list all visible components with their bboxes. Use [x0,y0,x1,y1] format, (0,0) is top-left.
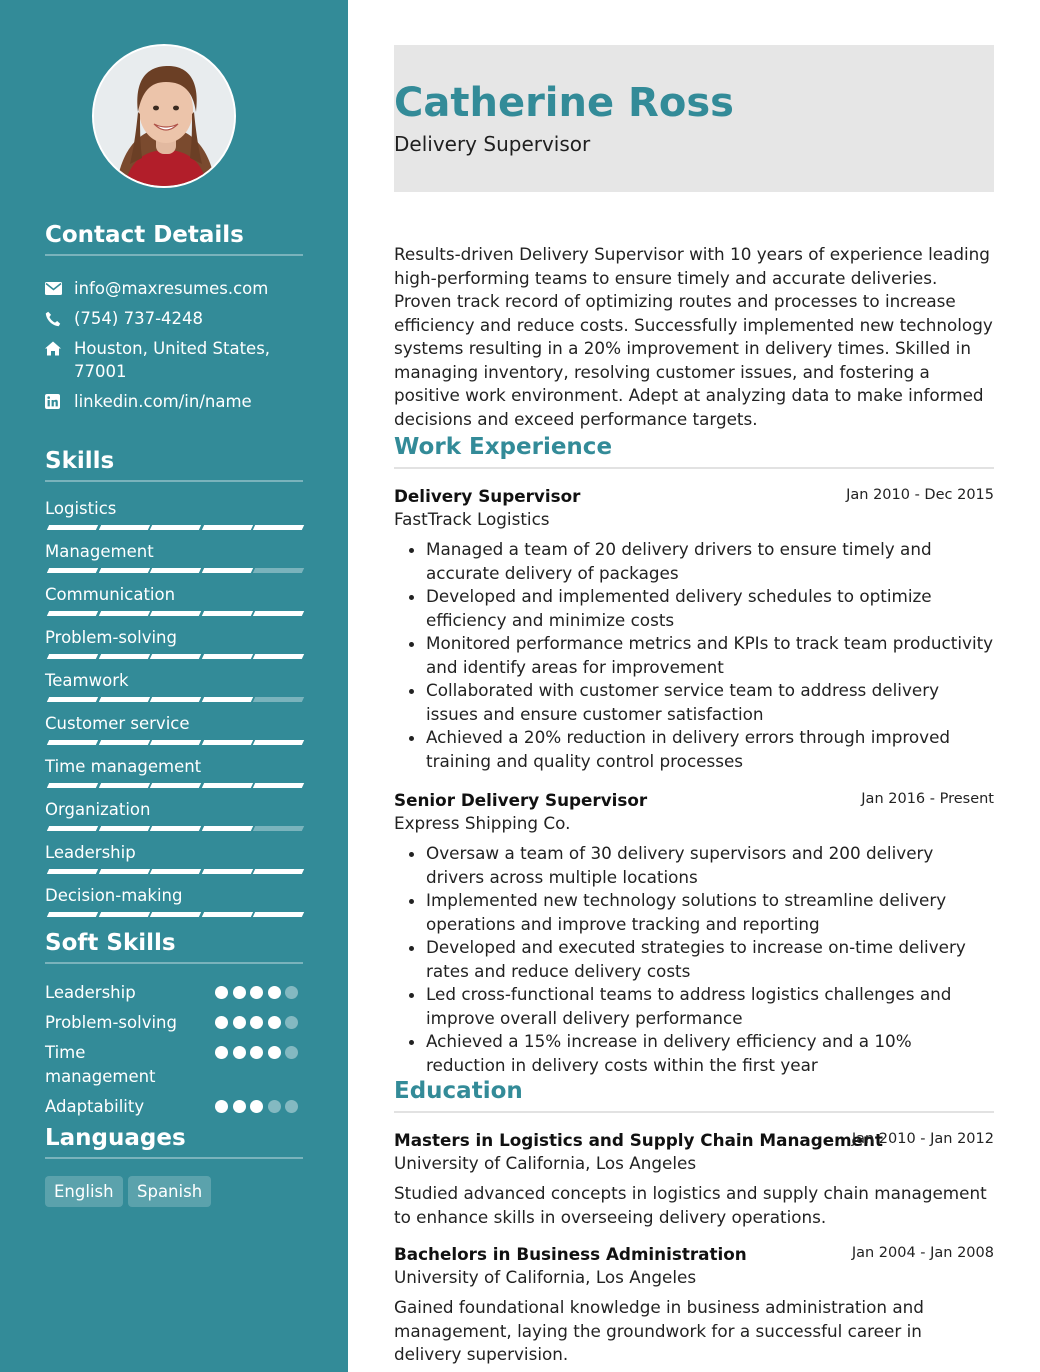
skill-level-segment [47,568,98,573]
job-title: Delivery Supervisor [394,486,581,506]
skill-level-segment [253,654,304,659]
rating-dot [233,1016,246,1029]
languages-title: Languages [45,1125,186,1151]
candidate-name: Catherine Ross [394,80,734,126]
soft-skill-name: Leadership [45,983,136,1002]
profile-photo [94,46,236,188]
education-dates: Jan 2010 - Jan 2012 [851,1131,994,1147]
contact-divider [45,254,303,256]
skill-level-segment [201,826,252,831]
skill-level-bar [45,568,303,573]
rating-dot [215,986,228,999]
education-entry [394,1129,994,1229]
skill-item [45,713,303,735]
job-company: Express Shipping Co. [394,813,571,833]
skill-level-segment [47,783,98,788]
languages-divider [45,1157,303,1159]
rating-dot [285,1016,298,1029]
skill-level-segment [253,525,304,530]
skill-level-segment [253,826,304,831]
skill-level-segment [150,525,201,530]
skill-name: Teamwork [45,671,129,690]
skill-level-segment [253,697,304,702]
skill-level-bar [45,697,303,702]
rating-dot [250,1016,263,1029]
skill-level-bar [45,783,303,788]
contact-linkedin-text: linkedin.com/in/name [74,392,252,411]
education-divider [394,1111,994,1113]
skill-level-segment [98,912,149,917]
skill-name: Problem-solving [45,628,177,647]
soft-skill-name: Time management [45,1043,156,1086]
job-bullet: • Achieved a 20% reduction in delivery errors through improved training and quality control processes [426,726,994,773]
soft-skills-section [45,928,303,964]
skill-item [45,885,303,907]
contact-address-text: Houston, United States, 77001 [74,339,271,381]
skills-divider [45,480,303,482]
rating-dot [215,1100,228,1113]
skill-level-segment [201,783,252,788]
contact-address [45,337,303,383]
contact-email[interactable] [45,277,303,300]
job-dates: Jan 2016 - Present [861,791,994,807]
skill-item [45,584,303,606]
skill-level-segment [253,611,304,616]
soft-skills-title: Soft Skills [45,930,176,956]
skill-level-segment [47,697,98,702]
language-tag: Spanish [128,1176,211,1207]
soft-skill-name: Adaptability [45,1097,145,1116]
soft-skill-name: Problem-solving [45,1013,177,1032]
job-bullet: • Oversaw a team of 30 delivery supervisors and 200 delivery drivers across multiple locations [426,842,994,889]
candidate-role: Delivery Supervisor [394,132,591,156]
rating-dot [233,1046,246,1059]
skill-level-bar [45,826,303,831]
skill-name: Customer service [45,714,190,733]
rating-dot [250,1100,263,1113]
rating-dot [215,1016,228,1029]
job-bullet: • Collaborated with customer service team to address delivery issues and ensure customer satisfaction [426,679,994,726]
skill-level-segment [150,568,201,573]
skill-level-segment [253,740,304,745]
skill-name: Time management [45,757,202,776]
skill-level-segment [253,783,304,788]
skill-level-segment [98,783,149,788]
languages-section [45,1123,303,1159]
skill-level-segment [98,568,149,573]
skill-name: Decision-making [45,886,183,905]
rating-dot [250,986,263,999]
soft-skills-divider [45,962,303,964]
skills-list [45,498,303,928]
avatar [92,44,236,188]
rating-dot [268,986,281,999]
job-bullet: • Developed and executed strategies to increase on-time delivery rates and reduce delivery costs [426,936,994,983]
skill-level-segment [47,740,98,745]
rating-dot [250,1046,263,1059]
skill-level-segment [47,826,98,831]
skill-level-segment [150,912,201,917]
job-bullet: • Implemented new technology solutions to streamline delivery operations and improve tracking and reporting [426,889,994,936]
skill-level-segment [201,697,252,702]
skill-level-segment [201,740,252,745]
contact-phone-text: (754) 737-4248 [74,309,204,328]
soft-skill-rating [215,986,305,1000]
sidebar [0,0,348,1372]
work-experience-divider [394,467,994,469]
skill-item [45,541,303,563]
contact-section [45,220,303,256]
skill-level-segment [201,869,252,874]
skill-level-segment [150,740,201,745]
skill-level-segment [98,654,149,659]
rating-dot [285,1100,298,1113]
skill-level-segment [150,654,201,659]
skills-title: Skills [45,448,115,474]
skill-level-segment [253,568,304,573]
education-school: University of California, Los Angeles [394,1267,697,1287]
skill-name: Organization [45,800,151,819]
skill-level-segment [47,869,98,874]
job-bullet: • Monitored performance metrics and KPIs to track team productivity and identify areas for improvement [426,632,994,679]
soft-skill-rating [215,1100,305,1114]
contact-title: Contact Details [45,222,244,248]
education-title: Education [394,1078,523,1104]
rating-dot [215,1046,228,1059]
skill-name: Management [45,542,154,561]
skill-level-bar [45,611,303,616]
phone-icon [45,307,74,330]
skill-level-segment [98,740,149,745]
job-bullets [394,842,994,1077]
job-title: Senior Delivery Supervisor [394,790,648,810]
job-entry [394,789,994,1077]
soft-skill-rating [215,1046,305,1060]
skill-level-segment [98,869,149,874]
skill-level-segment [201,654,252,659]
skill-level-segment [150,869,201,874]
language-tag: English [45,1176,123,1207]
work-experience-title: Work Experience [394,434,613,460]
skills-section [45,446,303,482]
skill-level-bar [45,525,303,530]
skill-level-segment [150,783,201,788]
skill-item [45,627,303,649]
linkedin-icon [45,390,74,413]
skill-level-bar [45,654,303,659]
soft-skill-rating [215,1016,305,1030]
rating-dot [268,1016,281,1029]
envelope-icon [45,277,74,300]
contact-list [45,277,303,427]
skill-level-segment [150,697,201,702]
rating-dot [233,1100,246,1113]
job-bullet: • Led cross-functional teams to address logistics challenges and improve overall delivery performance [426,983,994,1030]
skill-level-segment [98,826,149,831]
job-bullets [394,538,994,773]
skill-level-segment [201,611,252,616]
education-description: Studied advanced concepts in logistics and supply chain management to enhance skills in overseeing delivery operations. [394,1183,987,1227]
education-degree: Bachelors in Business Administration [394,1244,747,1264]
rating-dot [285,1046,298,1059]
education-school: University of California, Los Angeles [394,1153,697,1173]
home-icon [45,337,74,360]
job-bullet: • Managed a team of 20 delivery drivers to ensure timely and accurate delivery of packages [426,538,994,585]
skill-item [45,756,303,778]
skill-item [45,842,303,864]
skill-item [45,799,303,821]
rating-dot [268,1100,281,1113]
skill-level-segment [98,525,149,530]
language-tags [45,1176,303,1208]
skill-name: Communication [45,585,176,604]
skill-item [45,670,303,692]
skill-item [45,498,303,520]
skill-level-segment [253,869,304,874]
rating-dot [233,986,246,999]
skill-level-segment [150,611,201,616]
skill-level-segment [47,654,98,659]
skill-level-segment [98,697,149,702]
skill-level-segment [201,525,252,530]
skill-name: Logistics [45,499,117,518]
contact-linkedin[interactable] [45,390,303,413]
summary-text: Results-driven Delivery Supervisor with 10 years of experience leading high-performing teams to ensure timely and accurate deliveries. Proven track record of optimizing routes and processes to increase efficiency and reduce costs. Successfully implemented new technology systems resulting in a 20% improvement in delivery times. Skilled in managing inventory, resolving customer issues, and fostering a positive work environment. Adept at analyzing data to make informed decisions and exceed performance targets. [394,244,993,429]
rating-dot [268,1046,281,1059]
skill-level-bar [45,869,303,874]
skill-level-segment [47,611,98,616]
job-dates: Jan 2010 - Dec 2015 [846,487,994,503]
education-dates: Jan 2004 - Jan 2008 [851,1245,994,1261]
education-entry [394,1243,994,1367]
skill-level-segment [47,525,98,530]
skill-level-segment [150,826,201,831]
soft-skills-list [45,981,303,1121]
skill-level-segment [201,912,252,917]
rating-dot [285,986,298,999]
skill-level-segment [201,568,252,573]
skill-level-segment [253,912,304,917]
skill-level-bar [45,740,303,745]
contact-phone[interactable] [45,307,303,330]
skill-level-segment [47,912,98,917]
skill-level-bar [45,912,303,917]
skill-name: Leadership [45,843,136,862]
job-entry [394,485,994,773]
education-description: Gained foundational knowledge in business administration and management, laying the groundwork for a successful career in delivery supervision. [394,1297,924,1364]
education-degree: Masters in Logistics and Supply Chain Management [394,1130,883,1150]
job-bullet: • Developed and implemented delivery schedules to optimize efficiency and minimize costs [426,585,994,632]
skill-level-segment [98,611,149,616]
job-company: FastTrack Logistics [394,509,550,529]
contact-email-text: info@maxresumes.com [74,279,269,298]
job-bullet: • Achieved a 15% increase in delivery efficiency and a 10% reduction in delivery costs within the first year [426,1030,994,1077]
